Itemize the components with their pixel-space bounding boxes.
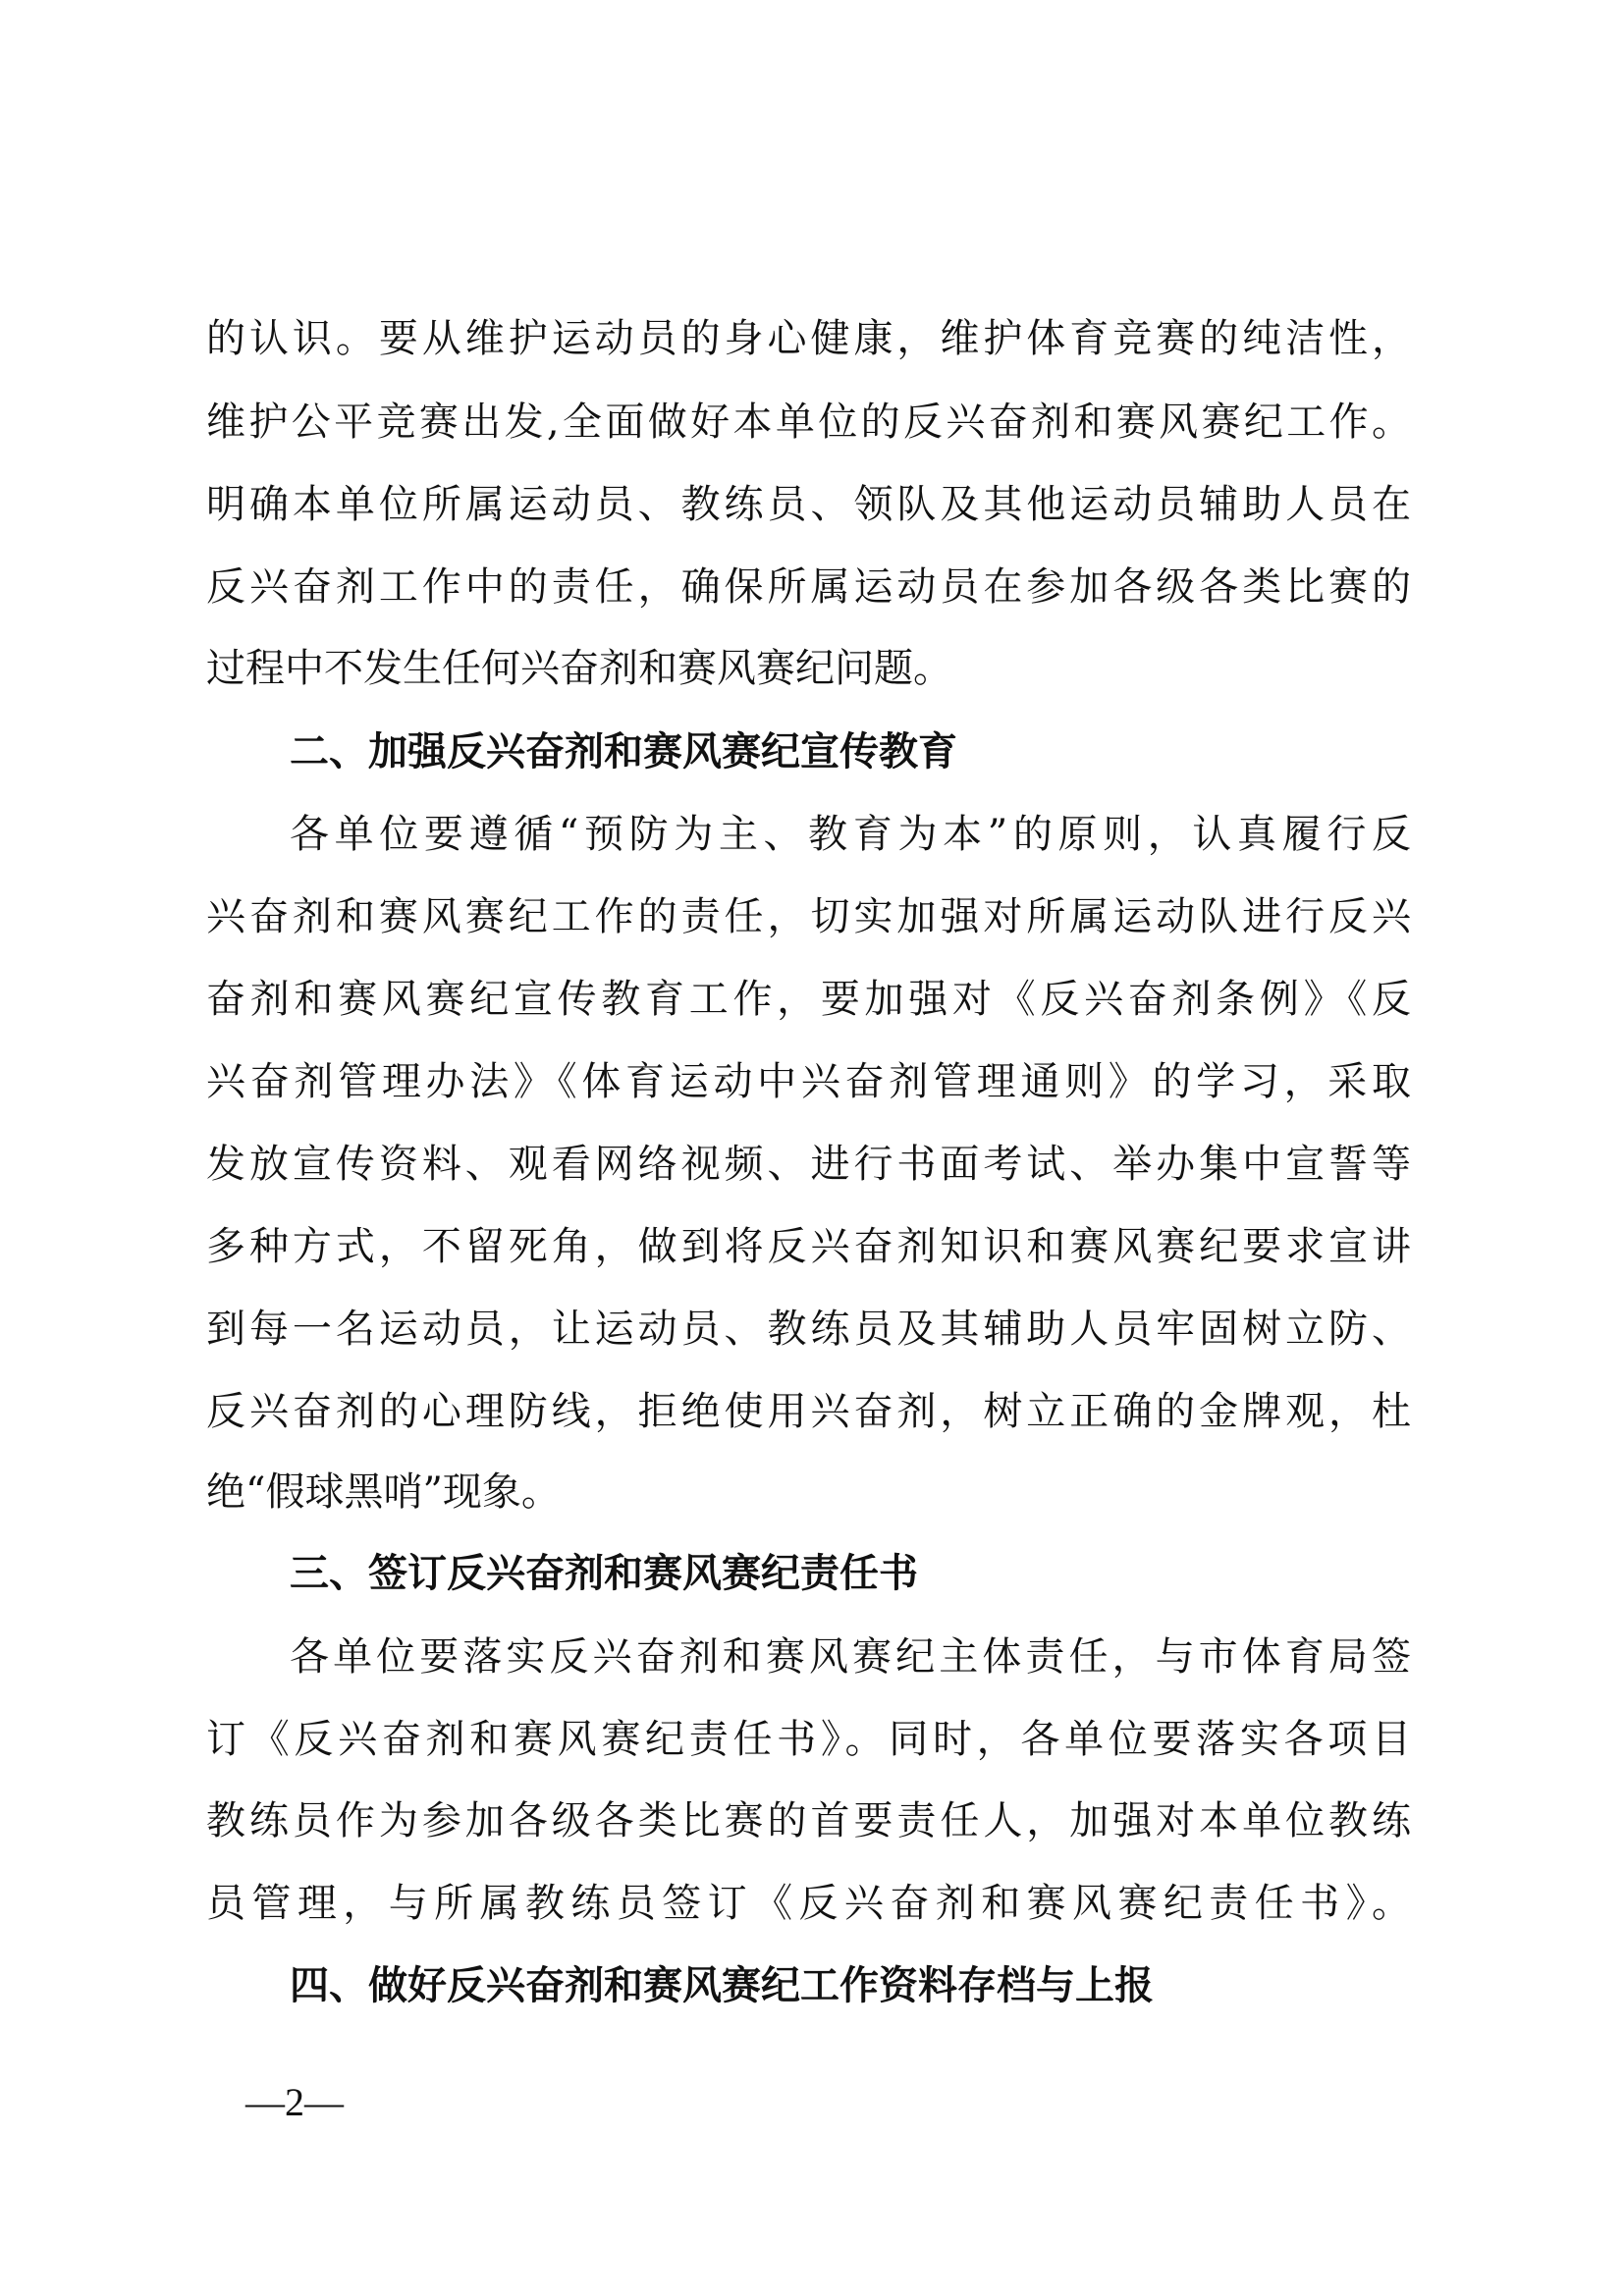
paragraph-line: 员管理，与所属教练员签订《反兴奋剂和赛风赛纪责任书》。 <box>206 1881 1411 1926</box>
paragraph-line: 明确本单位所属运动员、教练员、领队及其他运动员辅助人员在 <box>206 482 1411 527</box>
paragraph-line: 到每一名运动员，让运动员、教练员及其辅助人员牢固树立防、 <box>206 1307 1411 1352</box>
paragraph-line: 发放宣传资料、观看网络视频、进行书面考试、举办集中宣誓等 <box>206 1142 1411 1187</box>
section-heading: 二、加强反兴奋剂和赛风赛纪宣传教育 <box>290 729 957 774</box>
paragraph-line: 的认识。要从维护运动员的身心健康，维护体育竞赛的纯洁性， <box>206 316 1411 361</box>
paragraph-line: 兴奋剂和赛风赛纪工作的责任，切实加强对所属运动队进行反兴 <box>206 894 1411 939</box>
section-heading: 三、签订反兴奋剂和赛风赛纪责任书 <box>290 1551 918 1596</box>
paragraph-line: 维护公平竞赛出发,全面做好本单位的反兴奋剂和赛风赛纪工作。 <box>206 400 1411 445</box>
paragraph-line: 兴奋剂管理办法》《体育运动中兴奋剂管理通则》的学习，采取 <box>206 1059 1411 1104</box>
paragraph-line: 奋剂和赛风赛纪宣传教育工作，要加强对《反兴奋剂条例》《反 <box>206 977 1411 1022</box>
paragraph-line: 过程中不发生任何兴奋剂和赛风赛纪问题。 <box>206 646 952 691</box>
paragraph-line: 各单位要遵循“预防为主、教育为本”的原则，认真履行反 <box>290 812 1411 857</box>
paragraph-line: 多种方式，不留死角，做到将反兴奋剂知识和赛风赛纪要求宣讲 <box>206 1224 1411 1269</box>
paragraph-line: 教练员作为参加各级各类比赛的首要责任人，加强对本单位教练 <box>206 1798 1411 1843</box>
paragraph-line: 订《反兴奋剂和赛风赛纪责任书》。同时，各单位要落实各项目 <box>206 1717 1411 1762</box>
paragraph-line: 各单位要落实反兴奋剂和赛风赛纪主体责任，与市体育局签 <box>290 1634 1411 1680</box>
page-number: —2— <box>245 2080 344 2124</box>
section-heading: 四、做好反兴奋剂和赛风赛纪工作资料存档与上报 <box>290 1963 1154 2008</box>
paragraph-line: 反兴奋剂的心理防线，拒绝使用兴奋剂，树立正确的金牌观，杜 <box>206 1389 1411 1434</box>
paragraph-line: 绝“假球黑哨”现象。 <box>206 1469 561 1515</box>
paragraph-line: 反兴奋剂工作中的责任，确保所属运动员在参加各级各类比赛的 <box>206 564 1411 610</box>
